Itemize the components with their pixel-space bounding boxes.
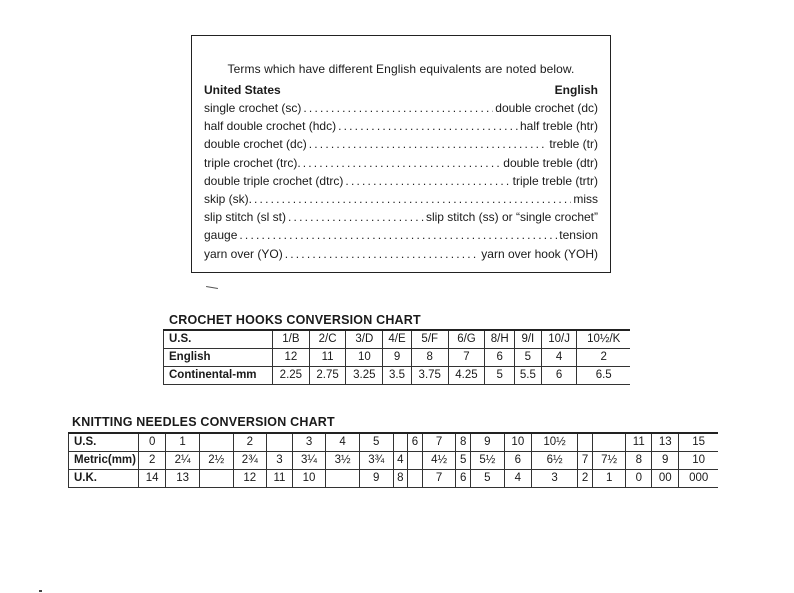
terms-intro: Terms which have different English equivalents are noted below.: [227, 62, 575, 76]
table-cell: 8: [411, 349, 448, 367]
table-cell: 3¼: [292, 452, 326, 470]
dot-leader: [239, 226, 557, 244]
term-row: [204, 135, 598, 153]
table-cell: 6: [541, 367, 577, 385]
table-cell: 6: [504, 452, 531, 470]
row-label: English: [164, 349, 273, 367]
table-cell: 1: [592, 470, 626, 488]
header-english: English: [554, 83, 598, 97]
dot-leader: [303, 154, 502, 172]
table-cell: 5½: [471, 452, 505, 470]
term-english: miss: [573, 191, 598, 206]
table-cell: 8/H: [485, 330, 515, 349]
row-label: Continental-mm: [164, 367, 273, 385]
term-english: yarn over hook (YOH): [481, 246, 598, 261]
table-cell: [326, 470, 360, 488]
table-cell: 10/J: [541, 330, 577, 349]
table-cell: 7: [448, 349, 485, 367]
table-cell: 5.5: [515, 367, 542, 385]
table-cell: 4½: [422, 452, 456, 470]
table-cell: [199, 433, 233, 452]
table-cell: 2.75: [309, 367, 346, 385]
table-cell: 0: [626, 470, 652, 488]
table-cell: 5: [515, 349, 542, 367]
table-cell: 9: [383, 349, 412, 367]
term-english: double crochet (dc): [495, 101, 598, 115]
table-cell: [408, 470, 423, 488]
table-cell: 2¾: [233, 452, 267, 470]
knitting-needles-title: KNITTING NEEDLES CONVERSION CHART: [72, 415, 335, 429]
table-cell: 10½: [531, 433, 577, 452]
crochet-hooks-table: [163, 329, 630, 385]
table-cell: [267, 433, 293, 452]
table-cell: 5: [359, 433, 393, 452]
term-english: treble (tr): [549, 137, 598, 152]
term-row: [204, 190, 598, 208]
table-cell: 10: [679, 452, 718, 470]
term-us: double crochet (dc): [204, 137, 307, 152]
table-cell: [199, 470, 233, 488]
table-cell: 5/F: [411, 330, 448, 349]
row-label: U.S.: [69, 433, 139, 452]
table-cell: 4: [504, 470, 531, 488]
table-cell: 15: [679, 433, 718, 452]
term-english: slip stitch (ss) or “single crochet”: [425, 210, 598, 225]
term-english: tension: [559, 228, 598, 243]
table-cell: 10½/K: [577, 330, 630, 349]
table-row: [164, 349, 631, 367]
crochet-hooks-title: CROCHET HOOKS CONVERSION CHART: [169, 313, 421, 327]
stray-mark: [206, 286, 218, 289]
table-cell: 3/D: [346, 330, 383, 349]
table-cell: 14: [139, 470, 166, 488]
table-cell: 3: [531, 470, 577, 488]
table-cell: 9: [359, 470, 393, 488]
table-row: [164, 367, 631, 385]
table-cell: [578, 433, 593, 452]
table-cell: 11: [267, 470, 293, 488]
table-cell: 6/G: [448, 330, 485, 349]
table-cell: 1/B: [273, 330, 310, 349]
term-us: double triple crochet (dtrc): [204, 173, 344, 188]
table-cell: 3: [292, 433, 326, 452]
term-row: [204, 172, 598, 190]
table-cell: 13: [652, 433, 679, 452]
stray-mark: [39, 590, 42, 592]
term-english: half treble (htr): [519, 119, 598, 134]
table-row: [69, 470, 719, 488]
table-cell: 6: [485, 349, 515, 367]
table-cell: 6.5: [577, 367, 630, 385]
table-cell: 4: [393, 452, 408, 470]
dot-leader: [285, 245, 480, 263]
table-cell: 8: [626, 452, 652, 470]
term-us: half double crochet (hdc): [204, 119, 337, 134]
header-united-states: United States: [204, 83, 281, 97]
term-english: double treble (dtr): [503, 155, 598, 170]
table-row: [69, 452, 719, 470]
dot-leader: [309, 135, 548, 153]
table-cell: 12: [233, 470, 267, 488]
term-row: [204, 245, 598, 263]
table-cell: [592, 433, 626, 452]
table-cell: 6: [408, 433, 423, 452]
table-cell: 6: [456, 470, 471, 488]
term-us: triple crochet (trc).: [204, 155, 301, 170]
table-cell: 7½: [592, 452, 626, 470]
term-row: [204, 208, 598, 226]
table-cell: 000: [679, 470, 718, 488]
table-cell: 12: [273, 349, 310, 367]
table-cell: 11: [626, 433, 652, 452]
table-cell: 5: [471, 470, 505, 488]
table-cell: 3.25: [346, 367, 383, 385]
table-cell: 5: [485, 367, 515, 385]
row-label: U.K.: [69, 470, 139, 488]
table-cell: 2/C: [309, 330, 346, 349]
table-cell: 4: [326, 433, 360, 452]
table-cell: [393, 433, 408, 452]
terms-box: [191, 35, 611, 273]
table-cell: 7: [422, 433, 456, 452]
table-cell: 4: [541, 349, 577, 367]
term-us: slip stitch (sl st): [204, 210, 287, 225]
knitting-needles-table: [68, 432, 718, 488]
term-row: [204, 99, 598, 117]
table-cell: 2¼: [166, 452, 200, 470]
table-cell: 00: [652, 470, 679, 488]
term-row: [204, 226, 598, 244]
table-cell: 1: [166, 433, 200, 452]
table-cell: 2: [139, 452, 166, 470]
table-cell: 2.25: [273, 367, 310, 385]
table-row: [164, 330, 631, 349]
table-cell: 8: [456, 433, 471, 452]
term-us: single crochet (sc): [204, 101, 302, 115]
table-row: [69, 433, 719, 452]
table-cell: 4/E: [383, 330, 412, 349]
table-cell: 3¾: [359, 452, 393, 470]
table-cell: 11: [309, 349, 346, 367]
table-cell: 3: [267, 452, 293, 470]
table-cell: 2: [577, 349, 630, 367]
term-row: [204, 117, 598, 135]
terms-header: [204, 83, 598, 97]
table-cell: 8: [393, 470, 408, 488]
term-us: yarn over (YO): [204, 246, 283, 261]
table-cell: 7: [422, 470, 456, 488]
row-label: U.S.: [164, 330, 273, 349]
table-cell: 9: [471, 433, 505, 452]
table-cell: 4.25: [448, 367, 485, 385]
table-cell: 0: [139, 433, 166, 452]
table-cell: 13: [166, 470, 200, 488]
table-cell: 3.75: [411, 367, 448, 385]
table-cell: 5: [456, 452, 471, 470]
table-cell: 2: [233, 433, 267, 452]
dot-leader: [288, 208, 424, 226]
table-cell: 10: [504, 433, 531, 452]
term-us: gauge: [204, 228, 238, 243]
table-cell: 7: [578, 452, 593, 470]
dot-leader: [254, 190, 571, 208]
table-cell: [408, 452, 423, 470]
term-english: triple treble (trtr): [512, 173, 598, 188]
table-cell: 10: [292, 470, 326, 488]
table-cell: 2: [578, 470, 593, 488]
dot-leader: [303, 99, 493, 117]
table-cell: 2½: [199, 452, 233, 470]
table-cell: 9: [652, 452, 679, 470]
table-cell: 6½: [531, 452, 577, 470]
table-cell: 3½: [326, 452, 360, 470]
table-cell: 9/I: [515, 330, 542, 349]
dot-leader: [338, 117, 518, 135]
table-cell: 3.5: [383, 367, 412, 385]
row-label: Metric(mm): [69, 452, 139, 470]
table-cell: 10: [346, 349, 383, 367]
term-us: skip (sk).: [204, 191, 252, 206]
dot-leader: [345, 172, 510, 190]
term-row: [204, 154, 598, 172]
